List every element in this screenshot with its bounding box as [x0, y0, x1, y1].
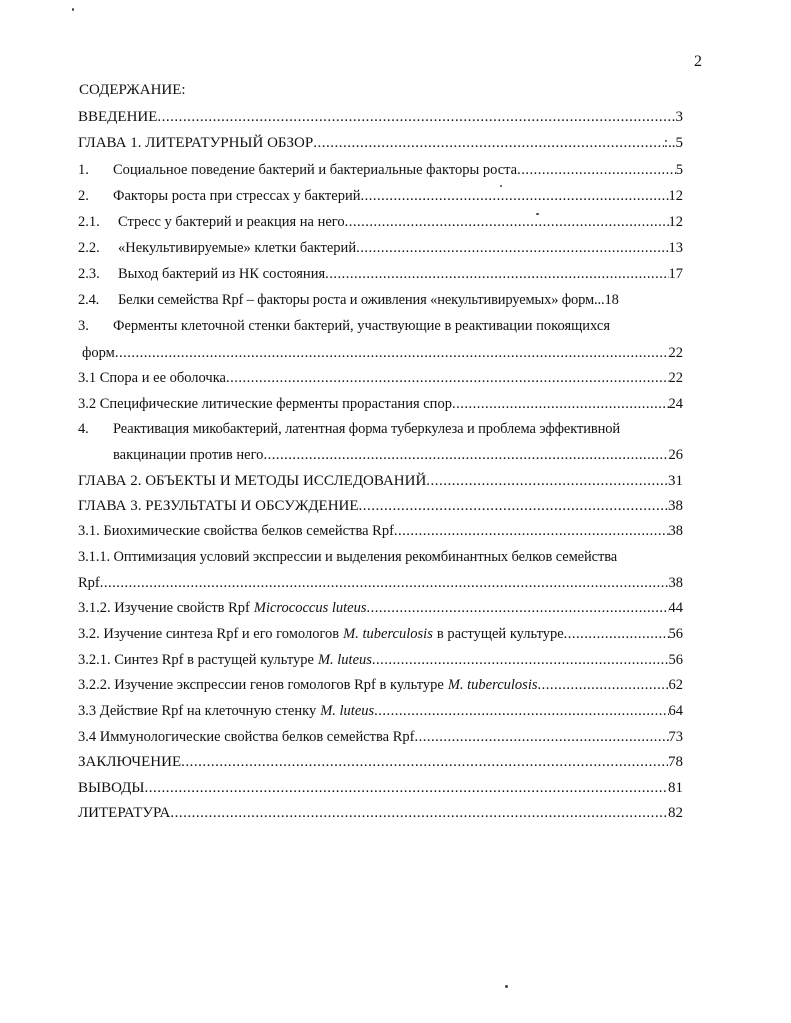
toc-leader-dots — [452, 395, 669, 413]
toc-entry-title: ВЫВОДЫ — [78, 780, 145, 796]
toc-leader-dots — [263, 446, 668, 464]
toc-entry-results-3-1-1-continued[interactable] — [78, 574, 683, 592]
toc-entry-title: «Некультивируемые» клетки бактерий — [118, 240, 357, 256]
scan-speck — [536, 213, 539, 215]
toc-entry-title: ГЛАВА 1. ЛИТЕРАТУРНЫЙ ОБЗОР — [78, 135, 314, 151]
toc-entry-number: 3. — [78, 318, 89, 334]
toc-entry-number: 1. — [78, 162, 89, 178]
toc-page-number: 5 — [675, 162, 683, 178]
toc-leader-dots — [538, 676, 669, 694]
toc-leader-dots — [181, 753, 668, 771]
toc-page-number: 3 — [675, 109, 683, 125]
toc-leader-dots — [394, 522, 669, 540]
toc-entry-title: 3.4 Иммунологические свойства белков семейства Rpf — [78, 729, 415, 745]
toc-entry-number: 2.4. — [78, 292, 100, 308]
toc-entry-results-3-4[interactable] — [78, 728, 683, 746]
toc-entry-results-3-2[interactable] — [78, 625, 683, 643]
toc-entry-number: 2.3. — [78, 266, 100, 282]
toc-page-number: 17 — [668, 266, 683, 282]
toc-page-number: 31 — [668, 473, 683, 489]
toc-leader-dots — [367, 599, 669, 617]
toc-leader-dots — [325, 265, 668, 283]
toc-entry-section-3[interactable] — [78, 317, 683, 335]
toc-leader-dots — [414, 728, 668, 746]
toc-entry-results-3-3[interactable] — [78, 702, 683, 720]
toc-entry-number: 2.1. — [78, 214, 100, 230]
toc-entry-title: Белки семейства Rpf – факторы роста и оживления «некультивируемых» форм — [118, 292, 595, 308]
toc-leader-dots — [345, 213, 669, 231]
toc-page-number: 81 — [668, 780, 683, 796]
toc-leader-dots — [313, 134, 664, 152]
toc-leader-dots — [564, 625, 669, 643]
toc-leader-dots — [115, 344, 669, 362]
toc-leader-dots — [170, 804, 668, 822]
toc-entry-section-3-continued[interactable] — [82, 344, 683, 362]
toc-page-number: 22 — [668, 370, 683, 386]
page-title: СОДЕРЖАНИЕ: — [79, 82, 186, 98]
toc-entry-introduction[interactable] — [78, 108, 683, 126]
toc-leader-dots — [359, 497, 668, 515]
toc-entry-section-2-3[interactable] — [78, 265, 683, 283]
toc-page-number: 22 — [668, 345, 683, 361]
toc-entry-conclusion[interactable] — [78, 753, 683, 771]
toc-entry-title: ЗАКЛЮЧЕНИЕ — [78, 754, 182, 770]
toc-page-number: 82 — [668, 805, 683, 821]
toc-leader-dots — [360, 187, 668, 205]
toc-page-number: 24 — [668, 396, 683, 412]
scan-speck — [505, 985, 508, 988]
toc-entry-title: Социальное поведение бактерий и бактериальные факторы роста — [113, 162, 518, 178]
toc-entry-chapter-1[interactable] — [78, 134, 683, 152]
toc-entry-title-tail: в растущей культуре — [436, 626, 564, 642]
toc-leader-dots — [100, 574, 669, 592]
toc-entry-title: Стресс у бактерий и реакция на него — [118, 214, 345, 230]
toc-entry-section-4[interactable] — [78, 420, 683, 438]
toc-entry-references[interactable] — [78, 804, 683, 822]
toc-entry-results-3-1-1[interactable] — [78, 548, 683, 566]
toc-entry-title: Rpf — [78, 575, 100, 591]
toc-entry-results-3-1-2[interactable] — [78, 599, 683, 617]
toc-entry-title: Выход бактерий из НК состояния — [118, 266, 326, 282]
toc-entry-section-2-4[interactable] — [78, 291, 683, 309]
toc-page-number: 78 — [668, 754, 683, 770]
toc-entry-chapter-3[interactable] — [78, 497, 683, 515]
toc-entry-section-1[interactable] — [78, 161, 683, 179]
toc-entry-title: ВВЕДЕНИЕ — [78, 109, 158, 125]
toc-entry-number: 2. — [78, 188, 89, 204]
toc-entry-results-3-2-2[interactable] — [78, 676, 683, 694]
toc-entry-title: форм — [82, 345, 115, 361]
toc-entry-results-3-2-1[interactable] — [78, 651, 683, 669]
toc-page-number: 38 — [668, 498, 683, 514]
toc-entry-number: 2.2. — [78, 240, 100, 256]
toc-entry-title: 3.2. Изучение синтеза Rpf и его гомологов — [78, 626, 340, 642]
toc-page-number: 56 — [668, 652, 683, 668]
scan-speck — [72, 8, 74, 11]
toc-entry-title-italic: M. tuberculosis — [343, 626, 433, 642]
toc-entry-title: 3.3 Действие Rpf на клеточную стенку — [78, 703, 317, 719]
toc-leader-dots — [145, 779, 669, 797]
toc-entry-section-3-1[interactable] — [78, 369, 683, 387]
toc-entry-title-italic: M. tuberculosis — [447, 677, 538, 693]
toc-entry-title-italic: M. luteus — [320, 703, 375, 719]
toc-page-number: 38 — [668, 575, 683, 591]
toc-leader-dots — [517, 161, 676, 179]
toc-entry-title: вакцинации против него — [113, 447, 264, 463]
toc-entry-title: 3.1 Спора и ее оболочка — [78, 370, 226, 386]
toc-entry-title-italic: Micrococcus luteus — [253, 600, 367, 616]
toc-page-number: 62 — [668, 677, 683, 693]
toc-page-number: 26 — [668, 447, 683, 463]
toc-leader-dots — [356, 239, 668, 257]
toc-entry-section-4-continued[interactable] — [113, 446, 683, 464]
toc-page-number: 73 — [668, 729, 683, 745]
toc-leader-dots — [372, 651, 669, 669]
toc-entry-section-2-1[interactable] — [78, 213, 683, 231]
toc-entry-chapter-2[interactable] — [78, 472, 683, 490]
toc-page-number: :..5 — [663, 135, 683, 151]
toc-entry-title: Факторы роста при стрессах у бактерий — [113, 188, 361, 204]
scan-speck — [500, 185, 502, 187]
toc-entry-title: 3.1.1. Оптимизация условий экспрессии и выделения рекомбинантных белков семейства — [78, 549, 618, 565]
toc-entry-findings[interactable] — [78, 779, 683, 797]
toc-entry-title: ЛИТЕРАТУРА — [78, 805, 171, 821]
toc-page-number: 12 — [668, 214, 683, 230]
toc-entry-section-3-2[interactable] — [78, 395, 683, 413]
toc-entry-section-2-2[interactable] — [78, 239, 683, 257]
toc-entry-section-2[interactable] — [78, 187, 683, 205]
toc-page-number: ...18 — [594, 292, 619, 308]
toc-entry-title: Реактивация микобактерий, латентная форма туберкулеза и проблема эффективной — [113, 421, 621, 437]
toc-entry-number: 4. — [78, 421, 89, 437]
toc-page-number: 13 — [668, 240, 683, 256]
toc-entry-title: 3.2.2. Изучение экспрессии генов гомологов Rpf в культуре — [78, 677, 444, 693]
toc-entry-title: 3.2 Специфические литические ферменты прорастания спор — [78, 396, 452, 412]
toc-entry-title-italic: M. luteus — [317, 652, 372, 668]
toc-page-number: 12 — [668, 188, 683, 204]
toc-entry-title: Ферменты клеточной стенки бактерий, участвующие в реактивации покоящихся — [113, 318, 610, 334]
toc-entry-title: ГЛАВА 3. РЕЗУЛЬТАТЫ И ОБСУЖДЕНИЕ — [78, 498, 359, 514]
toc-page-number: 44 — [668, 600, 683, 616]
toc-leader-dots — [157, 108, 675, 126]
toc-page-number: 56 — [668, 626, 683, 642]
page-number: 2 — [694, 53, 702, 70]
toc-page-number: 64 — [668, 703, 683, 719]
toc-entry-title: 3.1.2. Изучение свойств Rpf — [78, 600, 250, 616]
toc-entry-title: 3.2.1. Синтез Rpf в растущей культуре — [78, 652, 314, 668]
toc-page-number: 38 — [668, 523, 683, 539]
toc-leader-dots — [226, 369, 669, 387]
toc-entry-results-3-1[interactable] — [78, 522, 683, 540]
toc-leader-dots — [426, 472, 668, 490]
toc-entry-title: 3.1. Биохимические свойства белков семейства Rpf — [78, 523, 394, 539]
toc-entry-title: ГЛАВА 2. ОБЪЕКТЫ И МЕТОДЫ ИССЛЕДОВАНИЙ — [78, 473, 427, 489]
toc-leader-dots — [374, 702, 668, 720]
